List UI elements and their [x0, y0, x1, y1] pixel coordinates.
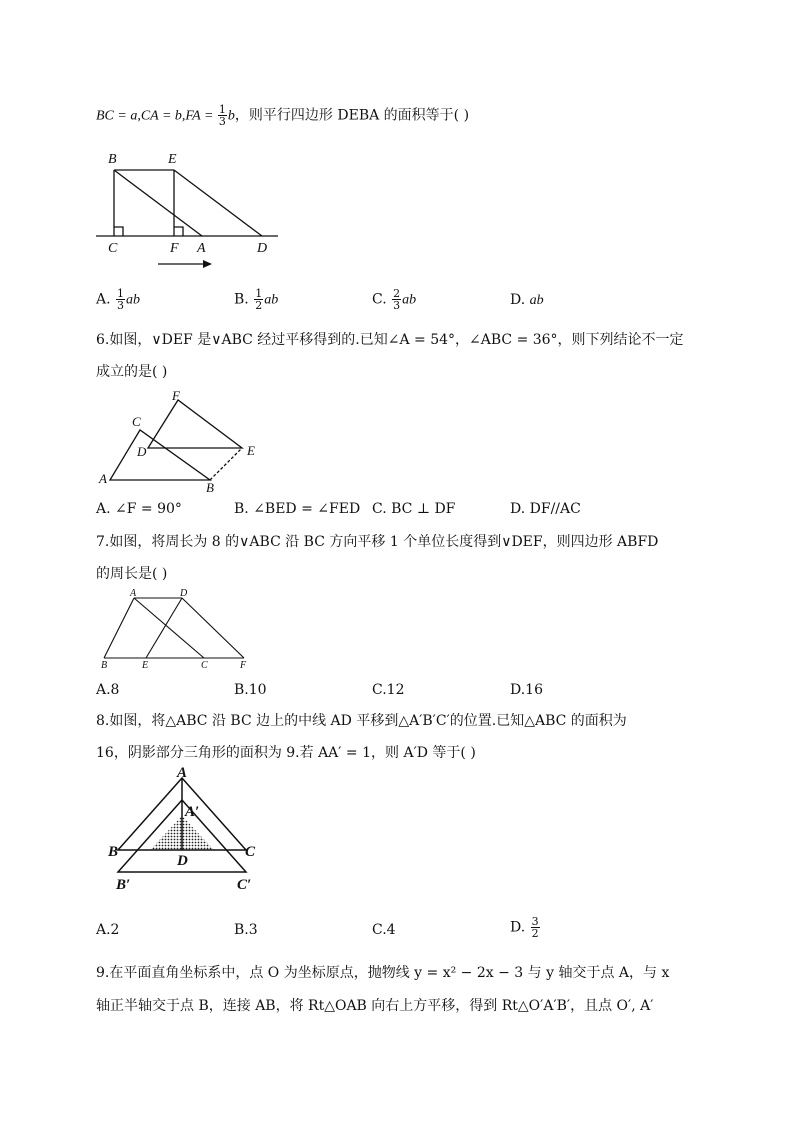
- q9-stem-line2: 轴正半轴交于点 B，连接 AB，将 Rt△OAB 向右上方平移，得到 Rt△O′A′B′，且点 O′, A′: [96, 998, 654, 1014]
- option-letter: B.: [234, 291, 254, 308]
- q6-option-a[interactable]: A. ∠F = 90°: [96, 501, 182, 517]
- label-f: F: [170, 241, 179, 256]
- option-tail: ab: [264, 292, 279, 308]
- q5-option-c[interactable]: [372, 288, 416, 311]
- fraction-numerator: 1: [255, 287, 263, 300]
- label-b: B: [101, 660, 108, 670]
- option-fraction: [254, 288, 263, 311]
- fraction-denominator: 2: [531, 927, 539, 940]
- q8-stem-line1: 8.如图，将△ABC 沿 BC 边上的中线 AD 平移到△A′B′C′的位置.已知△ABC 的面积为: [96, 713, 627, 729]
- label-c-prime: C′: [237, 877, 252, 893]
- segment-ac: [134, 598, 204, 658]
- segment-de: [146, 598, 182, 658]
- segment-df: [182, 598, 244, 658]
- right-angle-f: [174, 227, 183, 236]
- label-f: F: [240, 660, 247, 670]
- segment-ab: [104, 598, 134, 658]
- fraction-denominator: 3: [117, 299, 125, 312]
- q6-stem-line2: 成立的是( ): [96, 364, 168, 380]
- label-d: D: [137, 444, 147, 459]
- segment-be: [210, 448, 242, 480]
- option-fraction: [531, 916, 540, 939]
- label-a: A: [99, 471, 107, 486]
- label-a: A: [197, 241, 206, 256]
- triangle-def: [148, 400, 242, 448]
- label-c: C: [108, 241, 118, 256]
- label-f: F: [172, 388, 180, 403]
- q8-option-b[interactable]: B.3: [234, 922, 258, 938]
- label-e: E: [142, 660, 149, 670]
- label-a: A: [130, 588, 137, 599]
- q7-stem-line2: 的周长是( ): [96, 566, 168, 582]
- arrow-head: [203, 260, 212, 268]
- q5-stem-rest: ，则平行四边形 DEBA 的面积等于( ): [234, 107, 470, 124]
- option-fraction: [392, 288, 401, 311]
- q5-stem-b: b: [227, 108, 235, 124]
- option-letter: C.: [372, 291, 392, 308]
- fraction-denominator: 2: [255, 299, 263, 312]
- option-letter: D.: [510, 919, 530, 936]
- option-tail: ab: [126, 292, 141, 308]
- option-tail: ab: [402, 292, 417, 308]
- label-e: E: [168, 152, 177, 167]
- segment-ed: [174, 170, 262, 236]
- q8-option-c[interactable]: C.4: [372, 922, 396, 938]
- option-fraction: [116, 288, 125, 311]
- q7-figure: [94, 588, 258, 670]
- q7-stem-line1: 7.如图，将周长为 8 的∨ABC 沿 BC 方向平移 1 个单位长度得到∨DEF，则四边形 ABFD: [96, 534, 659, 550]
- q5-option-d[interactable]: [510, 292, 544, 309]
- q5-stem: [96, 104, 469, 127]
- label-b-prime: B′: [116, 877, 131, 893]
- q5-stem-fraction: [218, 104, 227, 127]
- label-b: B: [206, 480, 214, 495]
- q6-option-b[interactable]: B. ∠BED = ∠FED: [234, 501, 361, 517]
- q5-option-a[interactable]: [96, 288, 140, 311]
- right-angle-c: [114, 227, 123, 236]
- label-d: D: [180, 588, 188, 599]
- q6-figure: [90, 388, 270, 496]
- q6-option-c[interactable]: C. BC ⊥ DF: [372, 501, 456, 517]
- segment-ba: [114, 170, 202, 236]
- label-e: E: [247, 443, 255, 458]
- q7-option-a[interactable]: A.8: [96, 682, 120, 698]
- label-a-prime: A′: [185, 804, 200, 820]
- label-c: C: [201, 660, 208, 670]
- q7-option-b[interactable]: B.10: [234, 682, 267, 698]
- q5-stem-math: BC = a,CA = b,FA =: [96, 108, 217, 124]
- q7-option-c[interactable]: C.12: [372, 682, 405, 698]
- q5-figure: [90, 148, 290, 273]
- label-a: A: [177, 766, 188, 781]
- fraction-numerator: 1: [218, 103, 226, 116]
- option-letter: D.: [510, 292, 530, 308]
- label-d: D: [177, 853, 188, 869]
- label-b: B: [108, 152, 117, 167]
- triangle-abc: [110, 430, 210, 480]
- option-tail: ab: [529, 293, 544, 308]
- q6-option-d[interactable]: D. DF//AC: [510, 501, 581, 517]
- q8-stem-line2: 16，阴影部分三角形的面积为 9.若 AA′ = 1，则 A′D 等于( ): [96, 745, 476, 761]
- option-letter: A.: [96, 291, 116, 308]
- q8-option-d[interactable]: [510, 916, 541, 939]
- label-b: B: [108, 844, 119, 860]
- label-d: D: [257, 241, 268, 256]
- fraction-numerator: 2: [393, 287, 401, 300]
- fraction-denominator: 3: [393, 299, 401, 312]
- q7-option-d[interactable]: D.16: [510, 682, 543, 698]
- q5-option-b[interactable]: [234, 288, 278, 311]
- fraction-denominator: 3: [218, 115, 226, 128]
- q9-stem-line1: 9.在平面直角坐标系中，点 O 为坐标原点，抛物线 y = x² − 2x − 3 与 y 轴交于点 A，与 x: [96, 965, 670, 981]
- fraction-numerator: 1: [117, 287, 125, 300]
- label-c: C: [132, 414, 141, 429]
- q6-stem-line1: 6.如图，∨DEF 是∨ABC 经过平移得到的.已知∠A = 54°，∠ABC = 36°，则下列结论不一定: [96, 332, 684, 348]
- label-c: C: [245, 844, 256, 860]
- q8-figure: [104, 766, 274, 898]
- q8-option-a[interactable]: A.2: [96, 922, 120, 938]
- fraction-numerator: 3: [531, 915, 539, 928]
